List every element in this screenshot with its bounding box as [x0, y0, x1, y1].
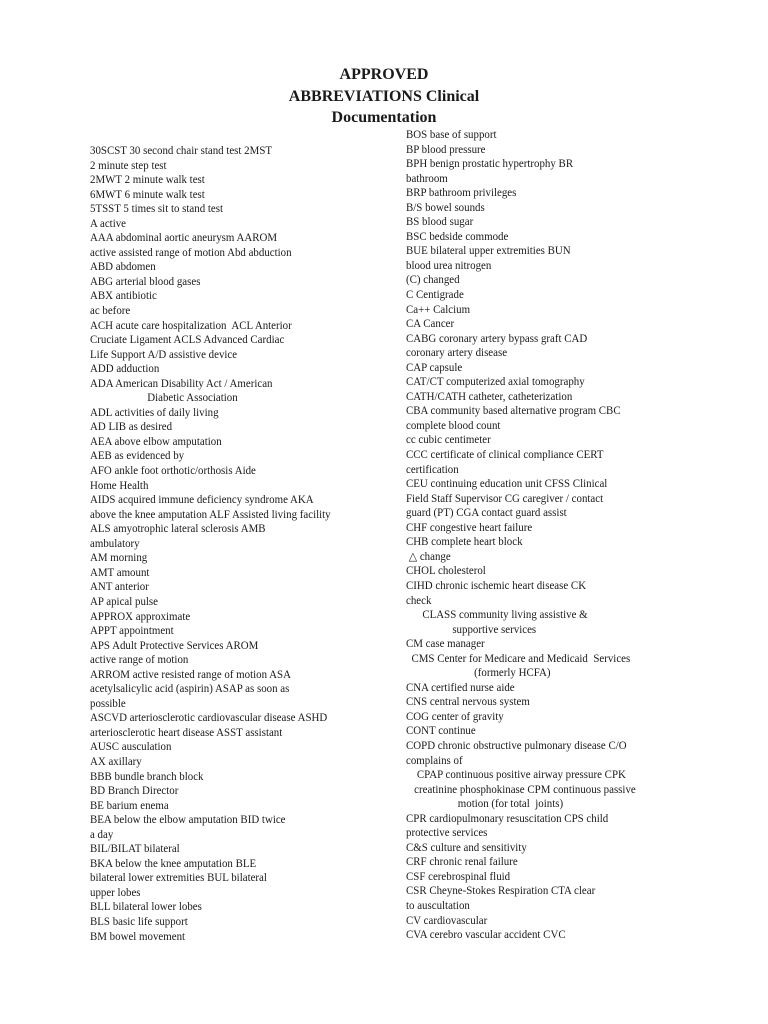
abbreviation-line: Diabetic Association [90, 391, 238, 405]
abbreviation-line: blood urea nitrogen [406, 258, 492, 272]
abbreviation-line: active range of motion [90, 653, 189, 667]
abbreviation-line: to auscultation [406, 898, 470, 912]
abbreviation-line: Field Staff Supervisor CG caregiver / contact [406, 491, 604, 505]
abbreviation-line: protective services [406, 826, 488, 840]
abbreviation-line: CBA community based alternative program CBC [406, 404, 621, 418]
abbreviation-line: cc cubic centimeter [406, 433, 491, 447]
abbreviation-line: BIL/BILAT bilateral [90, 842, 180, 856]
title-line-2: ABBREVIATIONS Clinical [288, 87, 480, 105]
abbreviation-line: ambulatory [90, 536, 140, 550]
abbreviation-line: 2 minute step test [90, 158, 167, 172]
abbreviation-line: CM case manager [406, 637, 485, 651]
abbreviation-line: coronary artery disease [406, 346, 508, 360]
abbreviation-line: CVA cerebro vascular accident CVC [406, 928, 566, 942]
abbreviation-line: CLASS community living assistive & [406, 608, 588, 622]
abbreviation-line: ANT anterior [90, 580, 149, 594]
abbreviation-line: CNS central nervous system [406, 695, 530, 709]
abbreviation-line: AD LIB as desired [90, 420, 173, 434]
abbreviation-line: COPD chronic obstructive pulmonary disease C/O [406, 738, 627, 752]
abbreviation-line: CAP capsule [406, 360, 463, 374]
abbreviation-line: CRF chronic renal failure [406, 855, 518, 869]
abbreviation-line: active assisted range of motion Abd abduction [90, 245, 292, 259]
abbreviation-line: motion (for total joints) [406, 797, 564, 811]
abbreviation-line: Cruciate Ligament ACLS Advanced Cardiac [90, 333, 285, 347]
abbreviation-line: BUE bilateral upper extremities BUN [406, 244, 571, 258]
abbreviation-line: APPROX approximate [90, 609, 191, 623]
abbreviation-line: B/S bowel sounds [406, 200, 485, 214]
abbreviation-line: 30SCST 30 second chair stand test 2MST [90, 144, 273, 157]
abbreviation-line: BRP bathroom privileges [406, 186, 517, 200]
abbreviation-line: Ca++ Calcium [406, 302, 471, 316]
abbreviation-line: ADA American Disability Act / American [90, 376, 273, 390]
abbreviation-line: bathroom [406, 171, 448, 185]
abbreviation-line: arteriosclerotic heart disease ASST assistant [90, 725, 283, 739]
abbreviation-line: ADL activities of daily living [90, 405, 219, 419]
abbreviation-line: CHB complete heart block [406, 535, 523, 549]
abbreviation-line: CMS Center for Medicare and Medicaid Services [406, 651, 631, 665]
abbreviation-line: BEA below the elbow amputation BID twice [90, 813, 286, 827]
abbreviation-line: C Centigrade [406, 288, 464, 302]
abbreviation-line: CHOL cholesterol [406, 564, 486, 578]
abbreviation-line: BOS base of support [406, 128, 497, 141]
abbreviation-line: 6MWT 6 minute walk test [90, 187, 205, 201]
abbreviation-line: AX axillary [90, 754, 142, 768]
abbreviation-line: CPAP continuous positive airway pressure CPK [406, 768, 626, 782]
abbreviation-line: CSR Cheyne-Stokes Respiration CTA clear [406, 884, 596, 898]
abbreviation-line: CHF congestive heart failure [406, 520, 533, 534]
abbreviation-line: BE barium enema [90, 798, 169, 812]
abbreviation-line: AP apical pulse [90, 594, 159, 608]
abbreviation-line: COG center of gravity [406, 709, 504, 723]
abbreviation-line: BPH benign prostatic hypertrophy BR [406, 157, 574, 171]
abbreviation-line: CABG coronary artery bypass graft CAD [406, 331, 588, 345]
abbreviation-line: 2MWT 2 minute walk test [90, 173, 205, 187]
abbreviation-line: CATH/CATH catheter, catheterization [406, 389, 573, 403]
abbreviation-line: above the knee amputation ALF Assisted living facility [90, 507, 331, 521]
abbreviation-line: BBB bundle branch block [90, 769, 204, 783]
abbreviation-line: △ change [406, 549, 451, 563]
abbreviation-line: ABX antibiotic [90, 289, 157, 303]
abbreviation-line: AUSC ausculation [90, 740, 172, 754]
abbreviation-line: CNA certified nurse aide [406, 680, 515, 694]
abbreviation-line: C&S culture and sensitivity [406, 840, 527, 854]
abbreviation-line: (formerly HCFA) [406, 666, 551, 680]
abbreviation-line: APS Adult Protective Services AROM [90, 638, 259, 652]
abbreviation-line: CSF cerebrospinal fluid [406, 869, 511, 883]
abbreviation-line: AIDS acquired immune deficiency syndrome AKA [90, 493, 314, 507]
abbreviation-line: possible [90, 696, 126, 710]
document-title [0, 64, 768, 129]
abbreviation-line: check [406, 593, 432, 607]
abbreviation-line: acetylsalicylic acid (aspirin) ASAP as soon as [90, 682, 290, 696]
abbreviation-line: BKA below the knee amputation BLE [90, 856, 257, 870]
abbreviation-line: complete blood count [406, 418, 501, 432]
abbreviation-line: upper lobes [90, 885, 141, 899]
abbreviation-line: ALS amyotrophic lateral sclerosis AMB [90, 522, 266, 536]
abbreviation-line: AMT amount [90, 565, 150, 579]
title-line-3: Documentation [331, 109, 437, 126]
abbreviation-line: ACH acute care hospitalization ACL Anterior [90, 318, 292, 332]
abbreviation-line: AEB as evidenced by [90, 449, 185, 463]
title-line-1: APPROVED [339, 66, 429, 83]
abbreviation-line: bilateral lower extremities BUL bilateral [90, 871, 267, 885]
abbreviation-line: 5TSST 5 times sit to stand test [90, 202, 224, 216]
abbreviation-line: ac before [90, 304, 131, 318]
abbreviation-line: BM bowel movement [90, 929, 186, 943]
abbreviation-line: CIHD chronic ischemic heart disease CK [406, 578, 587, 592]
abbreviation-line: CEU continuing education unit CFSS Clinical [406, 477, 608, 491]
abbreviation-line: AEA above elbow amputation [90, 434, 222, 448]
abbreviation-line: BP blood pressure [406, 142, 486, 156]
abbreviation-line: ABG arterial blood gases [90, 274, 201, 288]
abbreviation-line: CPR cardiopulmonary resuscitation CPS child [406, 811, 609, 825]
abbreviation-line: creatinine phosphokinase CPM continuous passive [406, 782, 636, 796]
abbreviation-line: ABD abdomen [90, 260, 156, 274]
abbreviation-line: CONT continue [406, 724, 476, 738]
abbreviation-line: AM morning [90, 551, 148, 565]
abbreviation-line: certification [406, 462, 459, 476]
abbreviation-line: CV cardiovascular [406, 913, 488, 927]
abbreviation-line: ADD adduction [90, 362, 160, 376]
abbreviation-line: Home Health [90, 478, 149, 492]
abbreviation-line: guard (PT) CGA contact guard assist [406, 506, 567, 520]
abbreviation-line: AFO ankle foot orthotic/orthosis Aide [90, 464, 256, 478]
abbreviation-line: A active [90, 216, 127, 230]
abbreviation-line: CCC certificate of clinical compliance CERT [406, 448, 604, 462]
abbreviation-line: APPT appointment [90, 624, 174, 638]
abbreviation-line: ARROM active resisted range of motion ASA [90, 667, 291, 681]
abbreviation-line: BLS basic life support [90, 914, 188, 928]
abbreviation-line: BSC bedside commode [406, 229, 509, 243]
abbreviation-line: BS blood sugar [406, 215, 474, 229]
abbreviation-line: complains of [406, 753, 463, 767]
abbreviation-line: a day [90, 827, 114, 841]
abbreviation-line: CAT/CT computerized axial tomography [406, 375, 585, 389]
abbreviation-line: Life Support A/D assistive device [90, 347, 238, 361]
abbreviation-line: BLL bilateral lower lobes [90, 900, 202, 914]
abbreviation-line: supportive services [406, 622, 537, 636]
abbreviation-line: BD Branch Director [90, 784, 179, 798]
right-abbreviation-column [406, 128, 716, 943]
abbreviation-line: AAA abdominal aortic aneurysm AAROM [90, 231, 278, 245]
left-abbreviation-column [90, 144, 400, 944]
abbreviation-line: ASCVD arteriosclerotic cardiovascular disease ASHD [90, 711, 328, 725]
abbreviation-line: (C) changed [406, 273, 460, 287]
abbreviation-line: CA Cancer [406, 317, 455, 331]
